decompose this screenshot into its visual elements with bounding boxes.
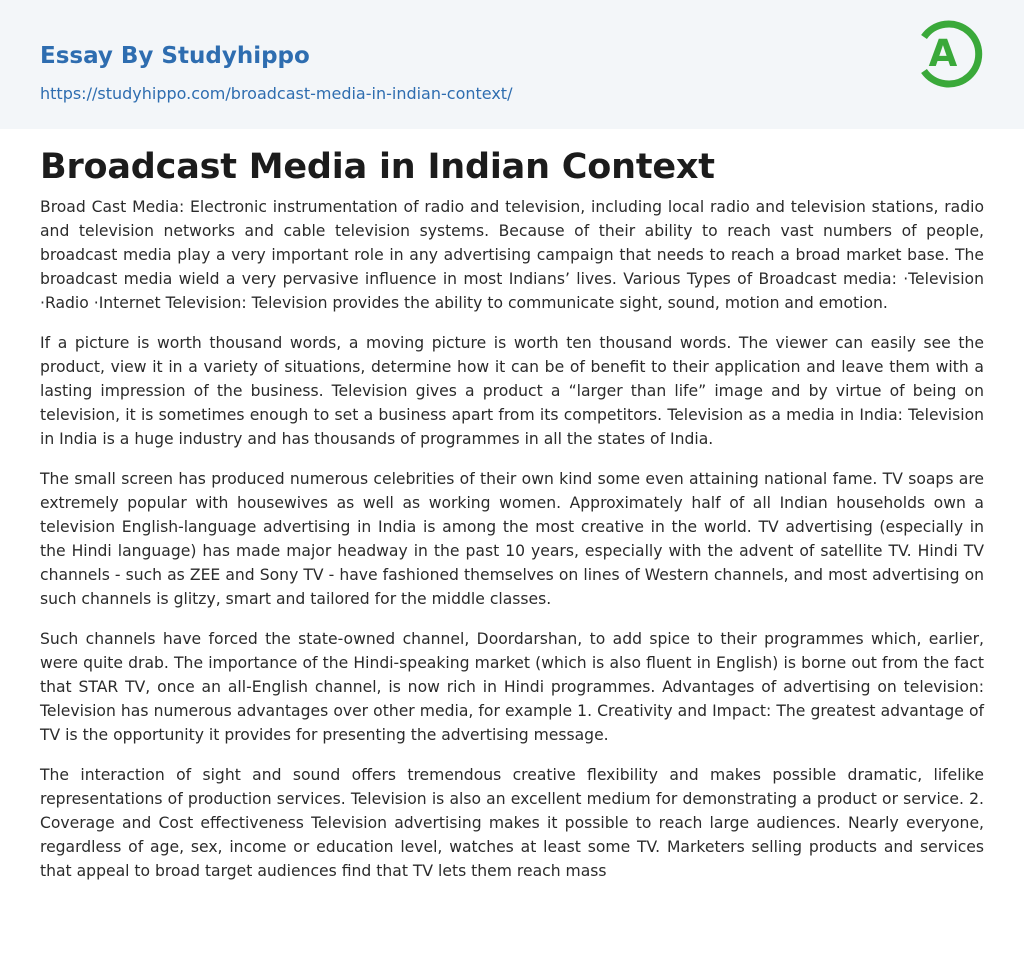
page-header bbox=[0, 0, 1024, 129]
source-url-link[interactable]: https://studyhippo.com/broadcast-media-in-indian-context/ bbox=[40, 84, 513, 103]
article-paragraph: The small screen has produced numerous celebrities of their own kind some even attaining national fame. TV soaps are extremely popular with housewives as well as working women. Approximately half of all Indian households own a television English-language advertising in India is among the most creative in the world. TV advertising (especially in the Hindi language) has made major headway in the past 10 years, especially with the advent of satellite TV. Hindi TV channels - such as ZEE and Sony TV - have fashioned themselves on lines of Western channels, and most advertising on such channels is glitzy, smart and tailored for the middle classes. bbox=[40, 470, 984, 608]
article-paragraph: The interaction of sight and sound offers tremendous creative flexibility and makes possible dramatic, lifelike representations of production services. Television is also an excellent medium for demonstrating a product or service. 2. Coverage and Cost effectiveness Television advertising makes it possible to reach large audiences. Nearly everyone, regardless of age, sex, income or education level, watches at least some TV. Marketers selling products and services that appeal to broad target audiences find that TV lets them reach mass bbox=[40, 766, 984, 880]
article-paragraph: Such channels have forced the state-owned channel, Doordarshan, to add spice to their programmes which, earlier, were quite drab. The importance of the Hindi-speaking market (which is also fluent in English) is borne out from the fact that STAR TV, once an all-English channel, is now rich in Hindi programmes. Advantages of advertising on television: Television has numerous advantages over other media, for example 1. Creativity and Impact: The greatest advantage of TV is the opportunity it provides for presenting the advertising message. bbox=[40, 630, 984, 744]
article-title: Broadcast Media in Indian Context bbox=[40, 147, 715, 187]
brand-title: Essay By Studyhippo bbox=[40, 43, 310, 69]
article-paragraph: If a picture is worth thousand words, a moving picture is worth ten thousand words. The viewer can easily see the product, view it in a variety of situations, determine how it can be of benefit to their application and leave them with a lasting impression of the business. Television gives a product a “larger than life” image and by virtue of being on television, it is sometimes enough to set a business apart from its competitors. Television as a media in India: Television in India is a huge industry and has thousands of programmes in all the states of India. bbox=[40, 334, 984, 448]
article bbox=[0, 129, 1024, 883]
logo-letter: A bbox=[928, 32, 958, 75]
article-paragraph: Broad Cast Media: Electronic instrumentation of radio and television, including local radio and television stations, radio and television networks and cable television systems. Because of their ability to reach vast numbers of people, broadcast media play a very important role in any advertising campaign that needs to reach a broad market base. The broadcast media wield a very pervasive influence in most Indians’ lives. Various Types of Broadcast media: ·Television ·Radio ·Internet Television: Television provides the ability to communicate sight, sound, motion and emotion. bbox=[40, 198, 984, 312]
studyhippo-logo-icon[interactable] bbox=[916, 19, 986, 89]
